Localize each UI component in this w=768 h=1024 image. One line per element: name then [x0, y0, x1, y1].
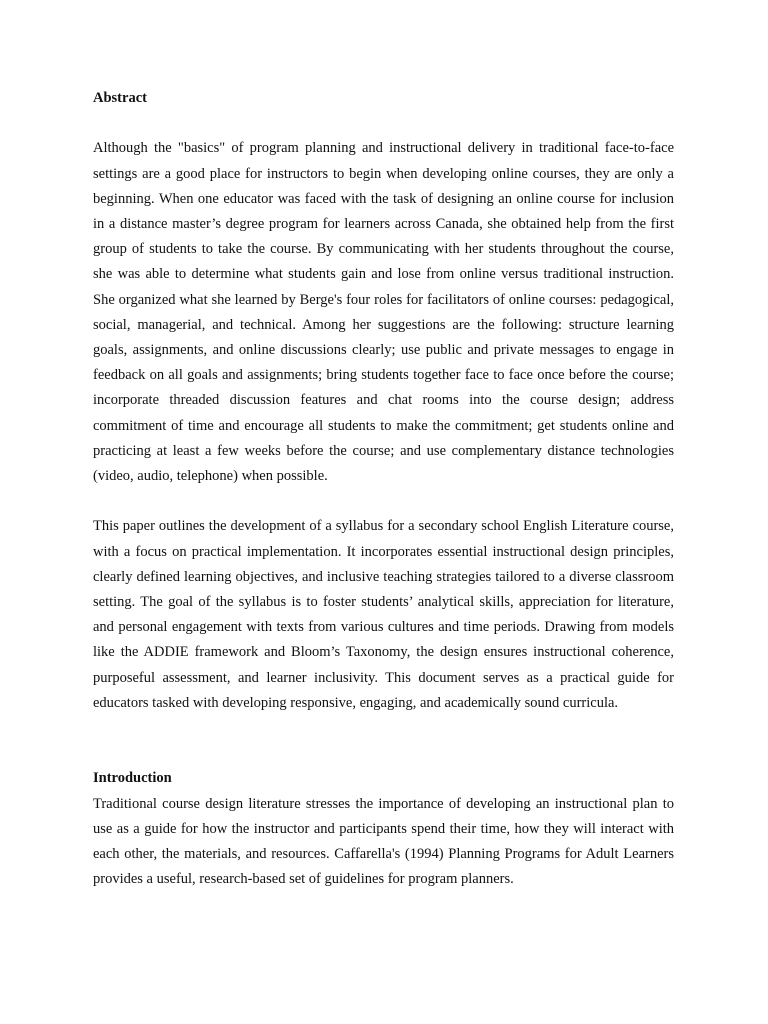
abstract-paragraph-1: Although the "basics" of program planning and instructional delivery in traditional face-to-face settings are a good place for instructors to begin when developing online courses, they are only a beginning. When one educator was faced with the task of designing an online course for inclusion in a distance master’s degree program for learners across Canada, she obtained help from the first group of students to take the course. By communicating with her students throughout the course, she was able to determine what students gain and lose from online versus traditional instruction. She organized what she learned by Berge's four roles for facilitators of online courses: pedagogical, social, managerial, and technical. Among her suggestions are the following: structure learning goals, assignments, and online discussions clearly; use public and private messages to engage in feedback on all goals and assignments; bring students together face to face once before the course; incorporate threaded discussion features and chat rooms into the course design; address commitment of time and encourage all students to make the commitment; get students online and practicing at least a few weeks before the course; and use complementary distance technologies (video, audio, telephone) when possible. — [93, 140, 674, 485]
document-body — [93, 86, 674, 892]
abstract-paragraph-2: This paper outlines the development of a syllabus for a secondary school English Literature course, with a focus on practical implementation. It incorporates essential instructional design principles, clearly defined learning objectives, and inclusive teaching strategies tailored to a diverse classroom setting. The goal of the syllabus is to foster students’ analytical skills, appreciation for literature, and personal engagement with texts from various cultures and time periods. Drawing from models like the ADDIE framework and Bloom’s Taxonomy, the design ensures instructional coherence, purposeful assessment, and learner inclusivity. This document serves as a practical guide for educators tasked with developing responsive, engaging, and academically sound curricula. — [93, 518, 674, 711]
introduction-heading: Introduction — [93, 770, 172, 787]
spacer — [93, 489, 674, 514]
spacer — [93, 716, 674, 766]
spacer — [93, 111, 674, 136]
introduction-paragraph-1: Traditional course design literature stresses the importance of developing an instructional plan to use as a guide for how the instructor and participants spend their time, how they will interact with each other, the materials, and resources. Caffarella's (1994) Planning Programs for Adult Learners provides a useful, research-based set of guidelines for program planners. — [93, 795, 674, 888]
abstract-heading: Abstract — [93, 90, 147, 106]
